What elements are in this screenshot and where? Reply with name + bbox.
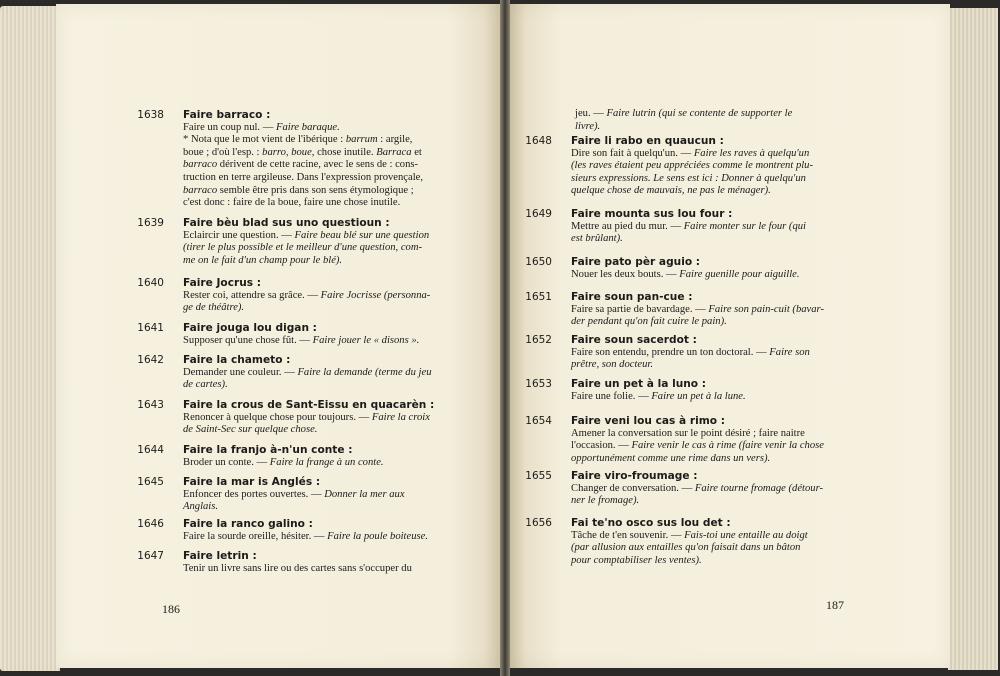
entry-definition-line: Tâche de t'en souvenir. — Fais-toi une entaille au doigt bbox=[571, 529, 808, 541]
entry-heading: Faire Jocrus : bbox=[183, 277, 261, 289]
entry-definition-line: Faire son entendu, prendre un ton doctoral. — Faire son bbox=[571, 346, 810, 358]
entry-heading: Faire bèu blad sus uno questioun : bbox=[183, 217, 390, 229]
entry-body bbox=[571, 208, 806, 246]
entry-heading: Faire la mar is Anglés : bbox=[183, 476, 321, 488]
entry-definition-line: Eclaircir une question. — Faire beau blé sur une question bbox=[183, 229, 430, 241]
entry-definition-line: Mettre au pied du mur. — Faire monter sur le four (qui bbox=[571, 220, 806, 232]
entry-definition-line: de cartes). bbox=[183, 379, 228, 391]
right-page bbox=[508, 4, 950, 668]
entry-number: 1639 bbox=[137, 217, 164, 229]
entry-heading: Faire veni lou cas à rimo : bbox=[571, 415, 725, 427]
entry-definition-line: Demander une couleur. — Faire la demande (terme du jeu bbox=[183, 366, 432, 378]
entry-definition-line: Faire sa partie de bavardage. — Faire son pain-cuit (bavar- bbox=[571, 303, 824, 315]
entry-heading: Faire la chameto : bbox=[183, 354, 291, 366]
entry-heading: Faire mounta sus lou four : bbox=[571, 208, 733, 220]
entry-definition-line: Changer de conversation. — Faire tourne fromage (détour- bbox=[571, 482, 824, 494]
entry-definition-line: Broder un conte. — Faire la frange à un conte. bbox=[183, 456, 384, 468]
entry-definition-line: me on le fait d'un champ pour le blé). bbox=[183, 254, 343, 266]
entry-body bbox=[183, 550, 412, 575]
entry-body bbox=[183, 322, 419, 347]
entry-number: 1642 bbox=[137, 354, 164, 366]
entry-heading: Faire pato pèr aguio : bbox=[571, 256, 701, 268]
entry-body bbox=[571, 470, 823, 508]
entry-definition-line: Faire une folie. — Faire un pet à la lune. bbox=[571, 390, 746, 402]
entry-heading: Faire la crous de Sant-Eissu en quacarèn : bbox=[183, 399, 435, 411]
entry-body bbox=[183, 518, 428, 543]
entry-number: 1647 bbox=[137, 550, 164, 562]
entry-heading: Faire soun pan-cue : bbox=[571, 291, 693, 303]
entry-definition-line: Amener la conversation sur le point désiré ; faire naitre bbox=[571, 427, 805, 439]
entry-heading: Faire barraco : bbox=[183, 109, 271, 121]
entry-heading: Faire jouga lou digan : bbox=[183, 322, 317, 334]
entry-number: 1650 bbox=[525, 256, 552, 268]
entry-definition-line: Faire un coup nul. — Faire baraque. bbox=[183, 121, 340, 133]
entry-number: 1643 bbox=[137, 399, 164, 411]
entry-body bbox=[571, 378, 746, 403]
left-page-stack-edge bbox=[0, 6, 60, 671]
entry-body bbox=[571, 256, 800, 281]
continued-entry-text bbox=[575, 108, 792, 133]
entry-heading: Faire letrin : bbox=[183, 550, 257, 562]
entry-definition-line: c'est donc : faire de la boue, faire une chose inutile. bbox=[183, 197, 401, 209]
entry-heading: Fai te'no osco sus lou det : bbox=[571, 517, 731, 529]
entry-definition-line: (tirer le plus possible et le meilleur d'une question, com- bbox=[183, 242, 423, 254]
right-page-number: 187 bbox=[826, 598, 844, 612]
entry-number: 1656 bbox=[525, 517, 552, 529]
entry-definition-line: livre). bbox=[575, 120, 601, 132]
entry-definition-line: ner le fromage). bbox=[571, 495, 640, 507]
entry-definition-line: est brûlant). bbox=[571, 233, 623, 245]
entry-body bbox=[183, 444, 384, 469]
entry-definition-line: pour comptabiliser les ventes). bbox=[571, 554, 702, 566]
entry-number: 1644 bbox=[137, 444, 164, 456]
entry-body bbox=[571, 291, 824, 329]
entry-number: 1651 bbox=[525, 291, 552, 303]
entry-body bbox=[183, 217, 429, 267]
entry-body bbox=[183, 277, 430, 315]
entry-definition-line: l'occasion. — Faire venir le cas à rime (faire venir la chose bbox=[571, 440, 824, 452]
entry-definition-line: (les raves étaient peu appréciées comme le montrent plu- bbox=[571, 160, 814, 172]
entry-definition-line: sieurs expressions. Le sens est ici : Donner à quelqu'un bbox=[571, 172, 806, 184]
entry-number: 1640 bbox=[137, 277, 164, 289]
entry-heading: Faire un pet à la luno : bbox=[571, 378, 707, 390]
entry-definition-line: prêtre, son docteur. bbox=[571, 359, 653, 371]
entry-number: 1645 bbox=[137, 476, 164, 488]
entry-definition-line: opportunément comme une rime dans un vers). bbox=[571, 452, 771, 464]
book-spine-gutter bbox=[500, 0, 510, 676]
entry-body bbox=[183, 109, 423, 210]
entry-definition-line: der pendant qu'on fait cuire le pain). bbox=[571, 316, 727, 328]
entry-heading: Faire la franjo à-n'un conte : bbox=[183, 444, 353, 456]
entry-heading: Faire soun sacerdot : bbox=[571, 334, 697, 346]
entry-number: 1654 bbox=[525, 415, 552, 427]
entry-definition-line: (par allusion aux entailles qu'on faisait dans un bâton bbox=[571, 542, 801, 554]
entry-body bbox=[183, 354, 432, 392]
entry-definition-line: quelque chose de mauvais, ne pas le ménager). bbox=[571, 185, 771, 197]
entry-definition-line: Faire la sourde oreille, hésiter. — Faire la poule boiteuse. bbox=[183, 530, 428, 542]
entry-definition-line: barraco dérivent de cette racine, avec le sens de : cons- bbox=[183, 159, 419, 171]
entry-definition-line: Dire son fait à quelqu'un. — Faire les raves à quelqu'un bbox=[571, 147, 810, 159]
entry-definition-line: Rester coi, attendre sa grâce. — Faire Jocrisse (personna- bbox=[183, 289, 431, 301]
entry-definition-line: * Nota que le mot vient de l'ibérique : barrum : argile, bbox=[183, 134, 413, 146]
entry-heading: Faire li rabo en quaucun : bbox=[571, 135, 724, 147]
entry-definition-line: Anglais. bbox=[183, 501, 219, 513]
entry-body bbox=[183, 476, 405, 514]
right-page-stack-edge bbox=[948, 8, 998, 670]
entry-definition-line: Nouer les deux bouts. — Faire guenille pour aiguille. bbox=[571, 268, 800, 280]
entry-definition-line: Supposer qu'une chose fût. — Faire jouer le « disons ». bbox=[183, 334, 420, 346]
entry-definition-line: ge de théâtre). bbox=[183, 302, 245, 314]
left-page-number: 186 bbox=[162, 602, 180, 616]
entry-body bbox=[571, 334, 810, 372]
entry-heading: Faire viro-froumage : bbox=[571, 470, 698, 482]
left-page bbox=[56, 4, 502, 668]
entry-body bbox=[571, 517, 808, 567]
entry-number: 1653 bbox=[525, 378, 552, 390]
entry-body bbox=[571, 135, 813, 198]
entry-definition-line: Tenir un livre sans lire ou des cartes sans s'occuper du bbox=[183, 562, 412, 574]
entry-number: 1646 bbox=[137, 518, 164, 530]
entry-body bbox=[183, 399, 434, 437]
entry-body bbox=[571, 415, 824, 465]
entry-number: 1649 bbox=[525, 208, 552, 220]
entry-heading: Faire la ranco galino : bbox=[183, 518, 313, 530]
entry-definition-line: Enfoncer des portes ouvertes. — Donner la mer aux bbox=[183, 488, 405, 500]
entry-definition-line: truction en terre argileuse. Dans l'expression provençale, bbox=[183, 171, 423, 183]
entry-definition-line: de Saint-Sec sur quelque chose. bbox=[183, 424, 318, 436]
entry-number: 1648 bbox=[525, 135, 552, 147]
entry-definition-line: boue ; d'où l'esp. : barro, boue, chose inutile. Barraca et bbox=[183, 146, 422, 158]
entry-number: 1655 bbox=[525, 470, 552, 482]
entry-definition-line: barraco semble être pris dans son sens étymologique ; bbox=[183, 184, 414, 196]
entry-number: 1652 bbox=[525, 334, 552, 346]
entry-number: 1641 bbox=[137, 322, 164, 334]
entry-number: 1638 bbox=[137, 109, 164, 121]
entry-definition-line: Renoncer à quelque chose pour toujours. — Faire la croix bbox=[183, 411, 430, 423]
entry-definition-line: jeu. — Faire lutrin (qui se contente de supporter le bbox=[575, 108, 793, 119]
